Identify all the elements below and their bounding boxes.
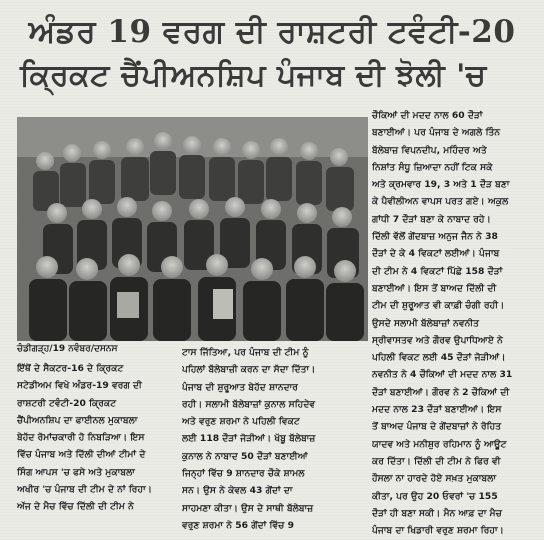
- column-line: ਚੈਂਪੀਅਨਸ਼ਿਪ ਦਾ ਫਾਈਨਲ ਮੁਕਾਬਲਾ: [17, 414, 138, 426]
- column-line: ਦੀ ਟੀਮ ਨੇ 4 ਵਿਕਟਾਂ ਪਿੱਛੇ 158 ਦੌੜਾਂ: [372, 265, 503, 277]
- column-line: ਯਾਦਵ ਅਤੇ ਮਨੀਸ਼ੁਰ ਰਹਿਮਾਨ ਨੂੰ ਆਊਟ: [372, 438, 507, 450]
- column-line: ਜਿਨ੍ਹਾਂ ਵਿੱਚ 9 ਸ਼ਾਨਦਾਰ ਚੌਕੇ ਸ਼ਾਮਲ: [182, 468, 305, 480]
- column-line: ਦੌੜਾਂ ਬਣਾਈਆਂ। ਗੌਰਵ ਨੇ 2 ਚੌਕਿਆਂ ਦੀ: [372, 386, 510, 398]
- column-line: ਚੌਕਿਆਂ ਦੀ ਮਦਦ ਨਾਲ 60 ਦੌੜਾਂ: [372, 110, 483, 121]
- column-line: ਸਨ। ਉਸ ਨੇ ਕੇਵਲ 43 ਗੇਂਦਾਂ ਦਾ: [182, 485, 293, 497]
- column-line: ਪੰਜਾਬ ਦੀ ਸ਼ੁਰੂਆਤ ਬੇਹੱਦ ਸ਼ਾਨਦਾਰ: [182, 381, 298, 393]
- column-line: ਬਣਾਈਆਂ। ਪਰ ਪੰਜਾਬ ਦੇ ਅਗਲੇ ਤਿੰਨ: [372, 127, 501, 139]
- column-line: ਪੰਜਾਬ ਦਾ ਖਿਡਾਰੀ ਵਰੁਣ ਸ਼ਰਮਾ ਰਿਹਾ।: [372, 525, 504, 537]
- column-line: ਰਹੀ। ਸਲਾਮੀ ਬੱਲੇਬਾਜ਼ਾਂ ਕੁਨਾਲ ਸਹਿਦੇਵ: [182, 398, 316, 410]
- team-photo: [17, 117, 368, 341]
- column-line: ਟੀਮ ਦੀ ਸ਼ੁਰੂਆਤ ਵੀ ਕਾਫ਼ੀ ਚੰਗੀ ਰਹੀ।: [372, 300, 505, 312]
- column-line: ਗਾਂਧੀ 7 ਦੌੜਾਂ ਬਣਾ ਕੇ ਨਾਬਾਦ ਰਹੇ।: [372, 213, 491, 225]
- headline-line-1: ਅੰਡਰ 19 ਵਰਗ ਦੀ ਰਾਸ਼ਟਰੀ ਟਵੰਟੀ-20: [28, 14, 516, 50]
- column-line: ਅਤੇ ਕ੍ਰਮਵਾਰ 19, 3 ਅਤੇ 1 ਦੌੜ ਬਣਾ: [372, 179, 510, 191]
- column-line: ਵਿੱਚ ਪੰਜਾਬ ਅਤੇ ਦਿੱਲੀ ਦੀਆਂ ਟੀਮਾਂ ਦੇ: [17, 449, 146, 461]
- column-line: ਰਾਸ਼ਟਰੀ ਟਵੰਟੀ-20 ਕ੍ਰਿਕਟ: [17, 397, 117, 409]
- column-line: ਅਤੇ ਵਰੁਣ ਸ਼ਰਮਾ ਨੇ ਪਹਿਲੀ ਵਿਕਟ: [182, 416, 300, 428]
- article-column-right: [372, 107, 540, 539]
- column-line: ਪਹਿਲਾਂ ਬੱਲੇਬਾਜ਼ੀ ਕਰਨ ਦਾ ਸੱਦਾ ਦਿੱਤਾ।: [182, 364, 316, 376]
- column-line: ਬੱਲੇਬਾਜ਼ ਵਿਪਨਦੀਪ, ਮਹਿੰਦਰ ਅਤੇ: [372, 144, 487, 156]
- headline-line-2: ਕ੍ਰਿਕਟ ਚੈਂਪੀਅਨਸ਼ਿਪ ਪੰਜਾਬ ਦੀ ਝੋਲੀ 'ਚ: [20, 58, 487, 93]
- column-line: ਤੋਂ ਬਾਅਦ ਪੰਜਾਬ ਦੇ ਗੇਂਦਬਾਜ਼ਾਂ ਨੇ ਰੋਹਿਤ: [372, 421, 502, 433]
- column-line: ਕੀਤਾ, ਪਰ ਉਹ 20 ਓਵਰਾਂ 'ਚ 155: [372, 490, 498, 502]
- column-line: ਵਰੁਣ ਸ਼ਰਮਾ ਨੇ 56 ਗੇਂਦਾਂ ਵਿੱਚ 9: [182, 519, 295, 531]
- column-line: ਹੌਸਲਾ ਨਾ ਹਾਰਦੇ ਹੋਏ ਸਖ਼ਤ ਮੁਕਾਬਲਾ: [372, 473, 497, 485]
- article-column-left: [17, 360, 177, 516]
- column-line: ਕਰ ਦਿੱਤਾ। ਦਿੱਲੀ ਦੀ ਟੀਮ ਨੇ ਫਿਰ ਵੀ: [372, 455, 501, 467]
- column-line: ਬੇਹੱਦ ਰੋਮਾਂਚਕਾਰੀ ਹੋ ਨਿਬੜਿਆ। ਇਸ: [17, 432, 145, 444]
- column-line: ਅਖੀਰ 'ਚ ਪੰਜਾਬ ਦੀ ਟੀਮ ਦੇ ਨਾਂ ਰਿਹਾ।: [17, 484, 152, 496]
- column-line: ਦੌੜਾਂ ਦੇ ਕੇ 4 ਵਿਕਟਾਂ ਲਈਆਂ। ਪੰਜਾਬ: [372, 248, 500, 260]
- photo-caption: ਚੰਡੀਗੜ੍ਹ/19 ਨਵੰਬਰ/ਦਸਨਸ: [17, 344, 118, 354]
- column-line: ਸਟੇਡੀਅਮ ਵਿਖੇ ਅੰਡਰ-19 ਵਰਗ ਦੀ: [17, 380, 142, 392]
- column-line: ਟਾਸ ਜਿੱਤਿਆ, ਪਰ ਪੰਜਾਬ ਦੀ ਟੀਮ ਨੂੰ: [182, 347, 309, 358]
- column-line: ਨਿਸ਼ਾਂਤ ਸੰਧੂ ਜ਼ਿਆਦਾ ਨਹੀਂ ਟਿਕ ਸਕੇ: [372, 161, 493, 173]
- column-line: ਸ੍ਰੀਵਾਸਤਵ ਅਤੇ ਗੌਰਵ ਉਪਾਧਿਆਏ ਨੇ: [372, 334, 503, 346]
- column-line: ਲਈ 118 ਦੌੜਾਂ ਜੋੜੀਆਂ। ਖੱਬੂ ਬੱਲੇਬਾਜ਼: [182, 433, 316, 445]
- column-line: ਦਿੱਲੀ ਵੱਲੋਂ ਗੇਂਦਬਾਜ਼ ਅਨੁਜ ਜੈਨ ਨੇ 38: [372, 231, 498, 243]
- column-line: ਸਿੰਗ ਆਪਸ 'ਚ ਫਸੇ ਅਤੇ ਮੁਕਾਬਲਾ: [17, 466, 135, 478]
- column-line: ਕੇ ਪੈਵੀਲੀਅਨ ਵਾਪਸ ਪਰਤ ਗਏ। ਅਕੁਲ: [372, 196, 509, 208]
- column-line: ਉਸਦੇ ਸਲਾਮੀ ਬੱਲੇਬਾਜ਼ਾਂ ਨਵਨੀਤ: [372, 317, 479, 329]
- column-line: ਪਹਿਲੀ ਵਿਕਟ ਲਈ 45 ਦੌੜਾਂ ਜੋੜੀਆਂ।: [372, 352, 506, 364]
- column-line: ਸਾਹਮਣਾ ਕੀਤਾ। ਉਸ ਦੇ ਸਾਥੀ ਬੱਲੇਬਾਜ਼: [182, 502, 314, 514]
- column-line: ਕੁਨਾਲ ਨੇ ਨਾਬਾਦ 50 ਦੌੜਾਂ ਬਣਾਈਆਂ: [182, 450, 308, 462]
- team-photo-image: [17, 117, 368, 341]
- column-line: ਦੌੜਾਂ ਹੀ ਬਣਾ ਸਕੀ। ਮੈਨ ਆਫ਼ ਦਾ ਮੈਚ: [372, 507, 502, 519]
- article-column-middle: [182, 344, 372, 534]
- column-line: ਮਦਦ ਨਾਲ 23 ਦੌੜਾਂ ਬਣਾਈਆਂ। ਇਸ: [372, 404, 502, 416]
- column-line: ਨਵਨੀਤ ਨੇ 4 ਚੌਕਿਆਂ ਦੀ ਮਦਦ ਨਾਲ 31: [372, 369, 513, 381]
- column-line: ਬਣਾਈਆਂ। ਇਸ ਤੋਂ ਬਾਅਦ ਦਿੱਲੀ ਦੀ: [372, 282, 497, 294]
- column-line: ਅੱਜ ਦੇ ਮੈਚ ਵਿੱਚ ਦਿੱਲੀ ਦੀ ਟੀਮ ਨੇ: [17, 501, 134, 513]
- column-line: ਇੱਥੋਂ ਦੇ ਸੈਕਟਰ-16 ਦੇ ਕ੍ਰਿਕਟ: [17, 363, 124, 374]
